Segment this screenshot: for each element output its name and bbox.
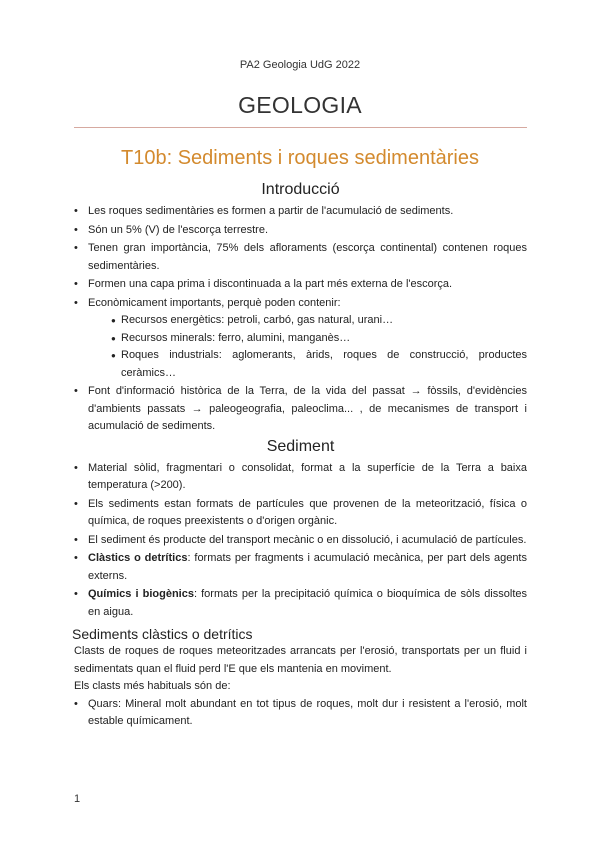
subsection-heading-clastics: Sediments clàstics o detrítics <box>72 626 253 642</box>
sublist-item: ● Roques industrials: aglomerants, àrids, roques de construcció, productes ceràmics… <box>111 347 527 382</box>
list-item <box>74 295 527 383</box>
document-title: GEOLOGIA <box>238 92 362 118</box>
list-item <box>74 586 527 621</box>
list-item: • Les roques sedimentàries es formen a partir de l'acumulació de sediments. <box>74 203 527 221</box>
page-content <box>74 180 527 732</box>
title-divider <box>74 127 527 128</box>
list-item: • Tenen gran importància, 75% dels afloraments (escorça continental) contenen roques sedimentàries. <box>74 240 527 275</box>
term-clastics: Clàstics o detrítics <box>88 552 188 564</box>
list-item <box>74 550 527 585</box>
sublist-item: ● Recursos minerals: ferro, alumini, manganès… <box>111 330 527 348</box>
paragraph: Clasts de roques de roques meteoritzades arrancats per l'erosió, transportats per un fluid i sedimentats quan el fluid perd l'E que els mantenia en moviment. <box>74 645 527 675</box>
section-heading-sediment: Sediment <box>266 437 335 455</box>
list-item: • Formen una capa prima i discontinuada a la part més externa de l'escorça. <box>74 276 527 294</box>
resources-sublist <box>88 312 527 382</box>
list-item: • Quars: Mineral molt abundant en tot tipus de roques, molt dur i resistent a l'erosió, molt estable químicament. <box>74 696 527 731</box>
list-item: • El sediment és producte del transport mecànic o en dissolució, i acumulació de partícules. <box>74 532 527 550</box>
intro-list <box>74 203 527 436</box>
term-chemical: Químics i biogènics <box>88 588 194 600</box>
list-item: • Font d'informació històrica de la Terra, de la vida del passat → fòssils, d'evidències d'ambients passats → paleogeografia, paleoclima... , de mecanismes de transport i acumulació de sediments. <box>74 383 527 436</box>
term-clastics-definition: : formats per fragments i acumulació mecànica, per part dels agents externs. <box>88 552 527 582</box>
sublist-item: ● Recursos energètics: petroli, carbó, gas natural, urani… <box>111 312 527 330</box>
term-chemical-definition: : formats per la precipitació química o bioquímica de sòls dissoltes en aigua. <box>88 588 527 618</box>
page-number: 1 <box>74 793 81 805</box>
list-item: • Són un 5% (V) de l'escorça terrestre. <box>74 222 527 240</box>
list-item: • Material sòlid, fragmentari o consolidat, format a la superfície de la Terra a baixa temperatura (>200). <box>74 460 527 495</box>
clasts-list <box>74 696 527 731</box>
paragraph: Els clasts més habituals són de: <box>74 680 231 692</box>
section-heading-introduccio: Introducció <box>261 181 340 198</box>
sediment-list <box>74 460 527 622</box>
topic-title: T10b: Sediments i roques sedimentàries <box>121 147 479 169</box>
running-header: PA2 Geologia UdG 2022 <box>239 59 361 71</box>
list-item: • Els sediments estan formats de partícules que provenen de la meteorització, física o química, de roques preexistents o d'origen orgànic. <box>74 496 527 531</box>
list-item-text: Econòmicament importants, perquè poden contenir: <box>88 296 341 309</box>
